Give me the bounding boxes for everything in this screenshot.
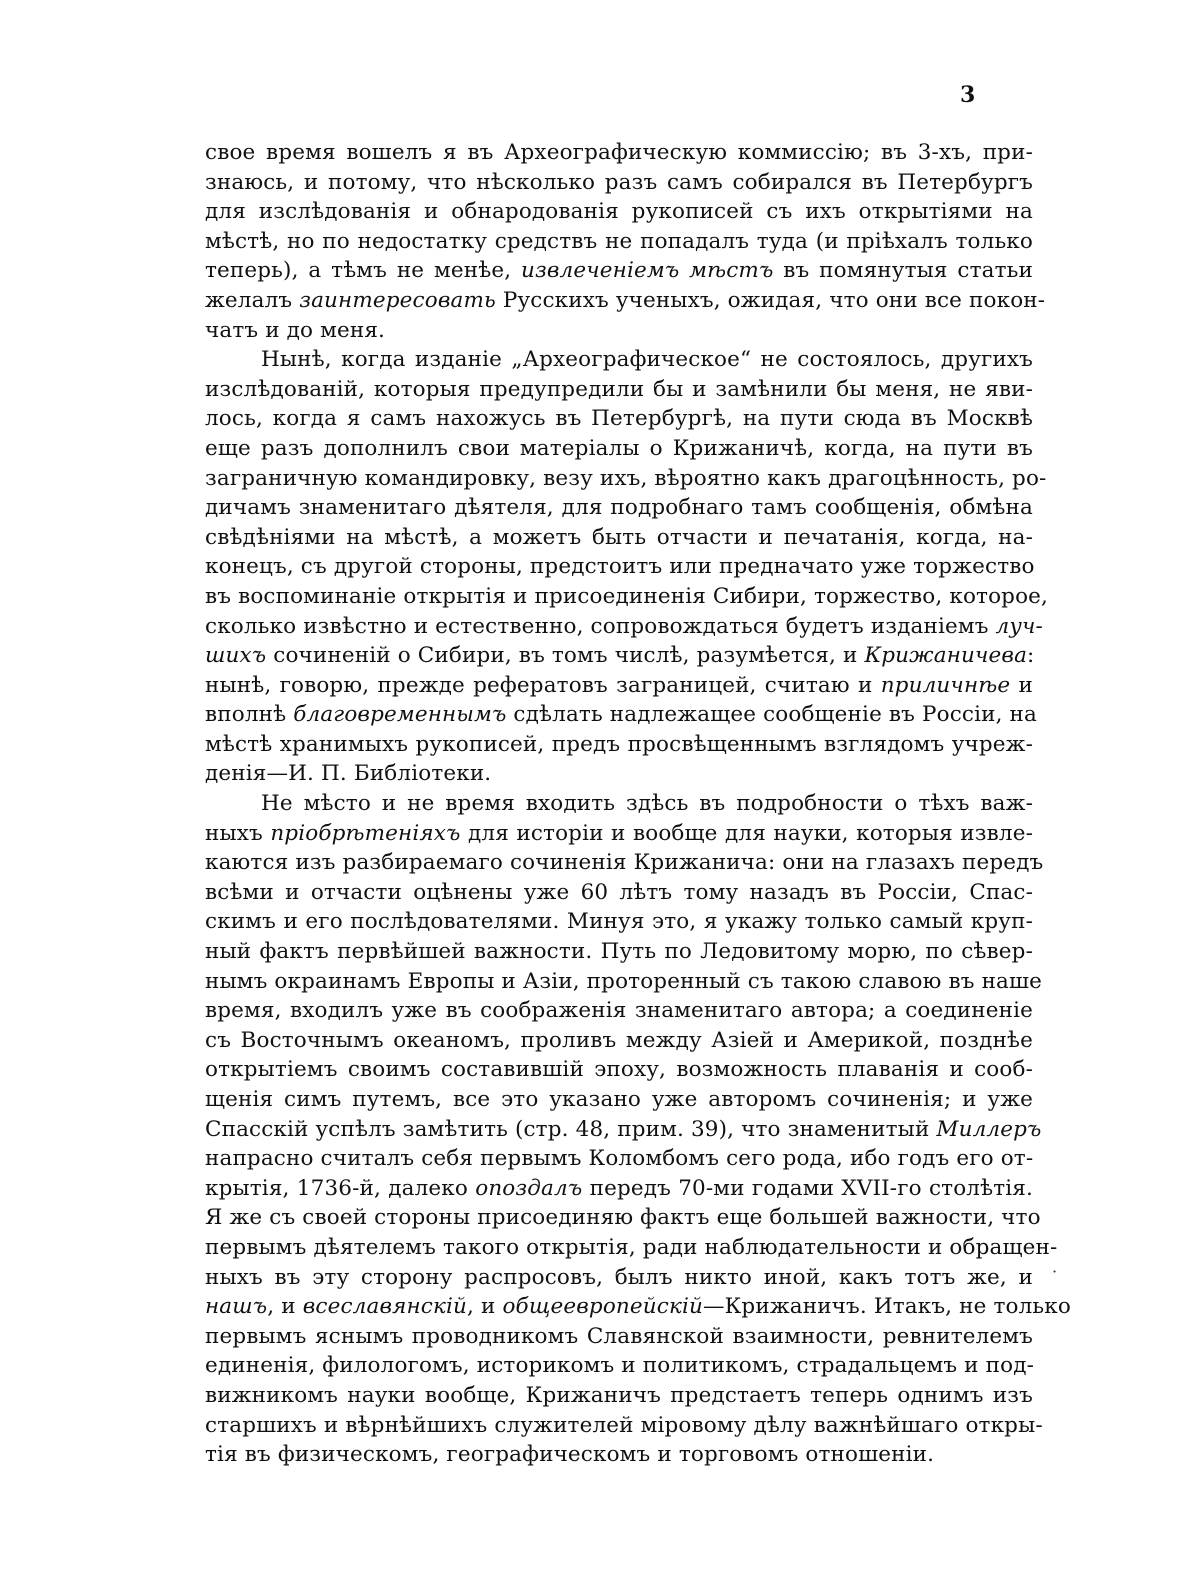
text-line	[205, 612, 1043, 642]
text-span: вполнѣ	[205, 702, 294, 728]
text-line	[205, 582, 1049, 612]
text-line	[205, 1174, 1033, 1204]
text-span: желалъ	[205, 287, 300, 313]
text-line	[205, 493, 1033, 523]
text-span: первымъ яснымъ проводникомъ Славянской взаимности, ревнителемъ	[205, 1323, 1033, 1349]
text-line	[205, 227, 1033, 257]
text-span: , и	[467, 1294, 503, 1320]
italic-span: приличнѣе	[880, 672, 1011, 698]
text-line	[205, 464, 1047, 494]
paragraph	[205, 345, 1049, 789]
text-line	[205, 1026, 1033, 1056]
text-line	[205, 996, 1033, 1026]
page-number: 3	[960, 82, 976, 108]
text-line	[205, 1115, 1042, 1145]
text-span: щенія симъ путемъ, все это указано уже авторомъ сочиненія; и уже	[205, 1087, 1033, 1112]
text-line	[205, 345, 1033, 375]
text-span: открытіемъ своимъ составившій эпоху, возможность плаванія и сооб-	[205, 1057, 1033, 1083]
text-span: сдѣлать надлежащее сообщеніе въ Россіи, на	[506, 702, 1038, 728]
text-line	[205, 1351, 1033, 1381]
text-line	[205, 1292, 1071, 1322]
scan-speck: ·	[1052, 1262, 1058, 1281]
text-line	[205, 1381, 1033, 1411]
text-line	[205, 434, 1033, 464]
text-line	[205, 907, 1033, 937]
text-span: —Крижаничъ. Итакъ, не только	[702, 1294, 1071, 1320]
text-span: знаюсь, и потому, что нѣсколько разъ самъ собирался въ Петербургъ	[205, 169, 1033, 195]
italic-span: Миллеръ	[936, 1116, 1042, 1142]
text-span: еще разъ дополнилъ свои матеріалы о Крижаничѣ, когда, на пути въ	[205, 435, 1033, 461]
text-span: сочиненій о Сибири, въ томъ числѣ, разумѣется, и	[266, 643, 865, 669]
text-span: денія—И. П. Библіотеки.	[205, 761, 492, 787]
text-span: нынѣ, говорю, прежде рефератовъ заграницей, считаю и	[205, 672, 881, 698]
text-span: въ помянутыя статьи	[773, 258, 1033, 284]
text-line	[205, 967, 1043, 997]
text-span: съ Восточнымъ океаномъ, проливъ между Азіей и Америкой, позднѣе	[205, 1027, 1033, 1053]
text-line	[205, 671, 1033, 701]
text-line	[205, 316, 1033, 346]
paragraph	[205, 138, 1046, 345]
text-span: :	[1027, 643, 1035, 669]
text-span: каются изъ разбираемаго сочиненія Крижанича: они на глазахъ передъ	[205, 850, 1044, 876]
text-line	[205, 1085, 1033, 1115]
text-body	[205, 138, 1071, 1470]
text-line	[205, 197, 1033, 227]
text-line	[205, 1263, 1033, 1293]
text-span: теперь), а тѣмъ не менѣе,	[205, 258, 521, 284]
text-span: для исторіи и вообще для науки, которыя извле-	[460, 820, 1033, 846]
text-span: передъ 70-ми годами XVII-го столѣтія.	[582, 1175, 1033, 1201]
italic-span: извлеченіемъ мѣстъ	[521, 258, 774, 284]
text-span: Русскихъ ученыхъ, ожидая, что они все покон-	[495, 287, 1046, 313]
text-line	[205, 700, 1038, 730]
text-line	[205, 256, 1033, 286]
text-line	[205, 404, 1033, 434]
text-line	[205, 759, 1033, 789]
text-span: для изслѣдованія и обнародованія рукописей съ ихъ открытіями на	[205, 199, 1033, 225]
italic-span: луч-	[995, 613, 1043, 639]
text-line	[205, 1411, 1043, 1441]
text-span: крытія, 1736-й, далеко	[205, 1175, 476, 1201]
italic-span: заинтересовать	[299, 287, 496, 313]
text-span: время, входилъ уже въ соображенія знаменитаго автора; а соединеніе	[205, 998, 1033, 1024]
text-line	[205, 1203, 1041, 1233]
text-span: свѣдѣніями на мѣстѣ, а можетъ быть отчасти и печатанія, когда, на-	[205, 524, 1033, 550]
text-span: дичамъ знаменитаго дѣятеля, для подробнаго тамъ сообщенія, обмѣна	[205, 495, 1033, 521]
text-span: ныхъ въ эту сторону распросовъ, былъ никто иной, какъ тотъ же, и	[205, 1264, 1033, 1290]
text-span: лось, когда я самъ нахожусь въ Петербургѣ, на пути сюда въ Москвѣ	[205, 406, 1033, 432]
text-span: , и	[267, 1294, 303, 1320]
italic-span: Крижаничева	[864, 643, 1028, 669]
text-span: единенія, филологомъ, историкомъ и политикомъ, страдальцемъ и под-	[205, 1353, 1035, 1379]
text-line	[205, 552, 1033, 582]
text-span: конецъ, съ другой стороны, предстоитъ или предначато уже торжество	[205, 554, 1035, 580]
text-span: скимъ и его послѣдователями. Минуя это, я укажу только самый круп-	[205, 909, 1033, 935]
text-span: мѣстѣ, но по недостатку средствъ не попадалъ туда (и пріѣхалъ только	[205, 228, 1033, 254]
italic-span: благовременнымъ	[293, 702, 507, 728]
paragraph	[205, 789, 1071, 1470]
text-span: мѣстѣ хранимыхъ рукописей, предъ просвѣщеннымъ взглядомъ учреж-	[205, 731, 1033, 757]
text-span: сколько извѣстно и естественно, сопровождаться будетъ изданіемъ	[205, 613, 996, 639]
text-line	[205, 641, 1033, 671]
text-line	[205, 789, 1033, 819]
text-span: Я же съ своей стороны присоединяю фактъ еще большей важности, что	[205, 1205, 1041, 1231]
text-line	[205, 730, 1033, 760]
italic-span: шихъ	[205, 643, 267, 669]
text-line	[205, 1055, 1033, 1085]
text-span: Нынѣ, когда изданіе „Археографическое“ не состоялось, другихъ	[261, 347, 1033, 373]
text-line	[205, 523, 1033, 553]
text-line	[205, 848, 1044, 878]
text-line	[205, 168, 1033, 198]
text-span: ныхъ	[205, 820, 271, 846]
text-span: ный фактъ первѣйшей важности. Путь по Ледовитому морю, по сѣвер-	[205, 939, 1033, 965]
text-span: чатъ и до меня.	[205, 317, 386, 343]
text-span: свое время вошелъ я въ Археографическую коммиссію; въ 3-хъ, при-	[205, 140, 1033, 165]
text-span: первымъ дѣятелемъ такого открытія, ради наблюдательности и обращен-	[205, 1234, 1058, 1260]
text-span: напрасно считалъ себя первымъ Коломбомъ сего рода, ибо годъ его от-	[205, 1146, 1034, 1172]
text-line	[205, 1233, 1058, 1263]
italic-span: опоздалъ	[475, 1175, 583, 1201]
text-span: въ воспоминаніе открытія и присоединенія Сибири, торжество, которое,	[205, 583, 1049, 609]
text-span: вижникомъ науки вообще, Крижаничъ предстаетъ теперь однимъ изъ	[205, 1382, 1033, 1408]
text-span: заграничную командировку, везу ихъ, вѣроятно какъ драгоцѣнность, ро-	[205, 465, 1047, 491]
italic-span: общеевропейскій	[502, 1294, 703, 1320]
text-line	[205, 878, 1033, 908]
text-line	[205, 1322, 1033, 1352]
text-span: всѣми и отчасти оцѣнены уже 60 лѣтъ тому назадъ въ Россіи, Спас-	[205, 879, 1033, 905]
text-line	[205, 1440, 1033, 1470]
text-line	[205, 819, 1033, 849]
text-span: Не мѣсто и не время входить здѣсь въ подробности о тѣхъ важ-	[261, 791, 1033, 817]
text-line	[205, 286, 1046, 316]
text-span: и	[1010, 672, 1033, 698]
italic-span: всеславянскій	[302, 1294, 468, 1320]
text-line	[205, 138, 1033, 168]
italic-span: нашъ	[205, 1294, 268, 1320]
text-line	[205, 375, 1033, 405]
text-span: старшихъ и вѣрнѣйшихъ служителей міровому дѣлу важнѣйшаго откры-	[205, 1412, 1043, 1438]
text-span: тія въ физическомъ, географическомъ и торговомъ отношеніи.	[205, 1442, 935, 1468]
text-line	[205, 937, 1033, 967]
text-span: Спасскій успѣлъ замѣтить (стр. 48, прим. 39), что знаменитый	[205, 1116, 937, 1142]
italic-span: пріобрѣтеніяхъ	[270, 820, 461, 846]
text-line	[205, 1144, 1033, 1174]
text-span: изслѣдованій, которыя предупредили бы и замѣнили бы меня, не яви-	[205, 376, 1033, 402]
text-span: нымъ окраинамъ Европы и Азіи, проторенный съ такою славою въ наше	[205, 968, 1043, 994]
